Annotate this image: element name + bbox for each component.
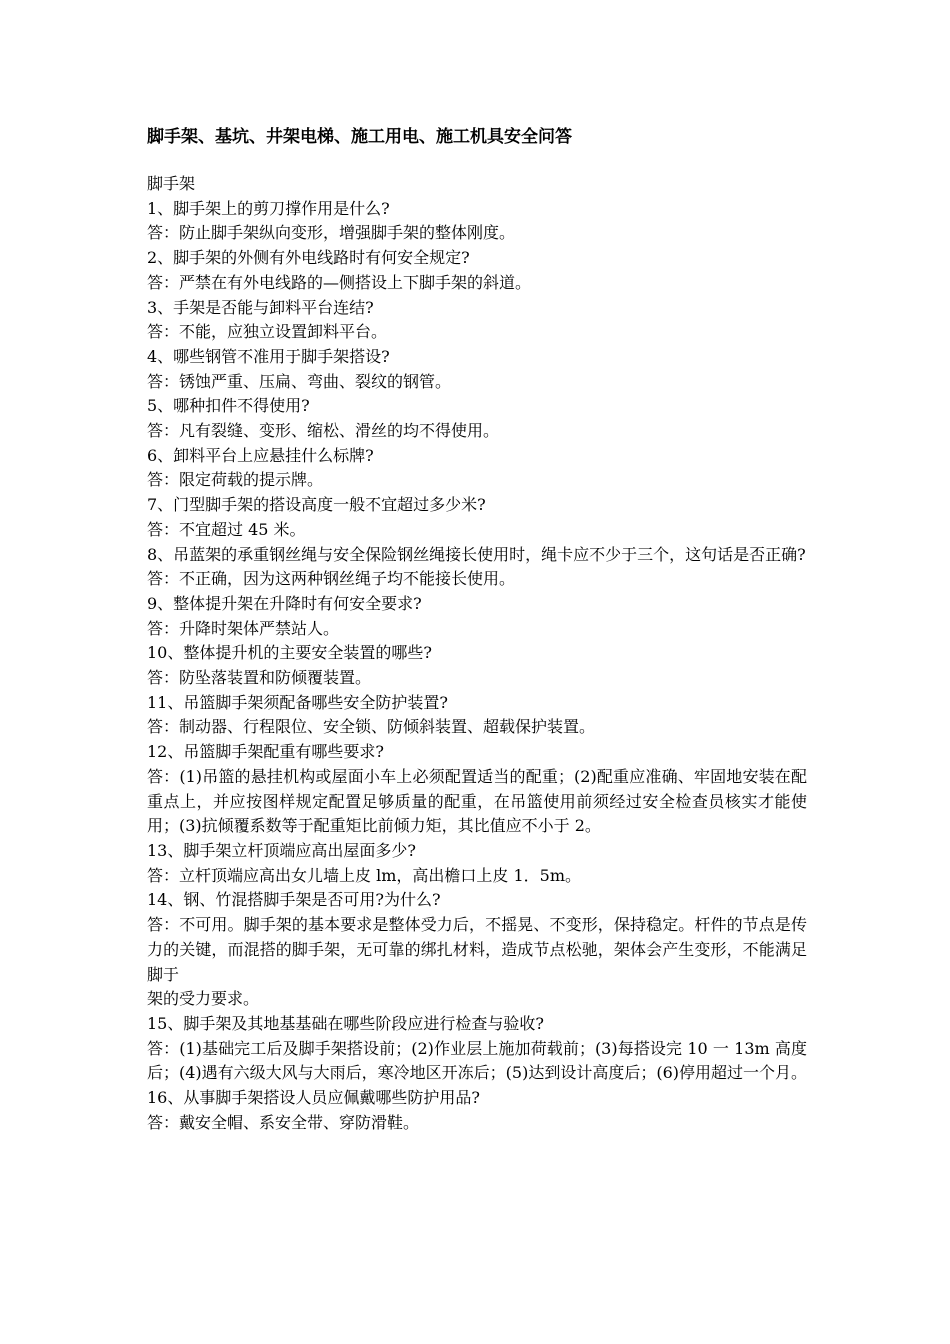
- answer-16: 答：戴安全帽、系安全带、穿防滑鞋。: [147, 1112, 420, 1132]
- question-8: 8、吊蓝架的承重钢丝绳与安全保险钢丝绳接长使用时，绳卡应不少于三个，这句话是否正确?: [147, 544, 806, 564]
- answer-9: 答：升降时架体严禁站人。: [147, 618, 340, 638]
- question-1: 1、脚手架上的剪刀撑作用是什么?: [147, 198, 390, 218]
- answer-4: 答：锈蚀严重、压扁、弯曲、裂纹的钢管。: [147, 371, 452, 391]
- answer-12: 答：(1)吊篮的悬挂机构或屋面小车上必须配置适当的配重；(2)配重应准确、牢固地安装在配重点上，并应按图样规定配置足够质量的配重，在吊篮使用前须经过安全检查员核实才能使用；(3)抗倾覆系数等于配重矩比前倾力矩，其比值应不小于 2。: [147, 766, 807, 836]
- answer-15: 答：(1)基础完工后及脚手架搭设前；(2)作业层上施加荷载前；(3)每搭设完 10 一 13m 高度后；(4)遇有六级大风与大雨后，寒冷地区开冻后；(5)达到设计高度后；(6)停用超过一个月。: [147, 1038, 807, 1083]
- question-15: 15、脚手架及其地基基础在哪些阶段应进行检查与验收?: [147, 1013, 544, 1033]
- answer-10: 答：防坠落装置和防倾覆装置。: [147, 668, 372, 688]
- document-title: 脚手架、基坑、井架电梯、施工用电、施工机具安全问答: [147, 127, 572, 147]
- question-4: 4、哪些钢管不准用于脚手架搭设?: [147, 346, 390, 366]
- question-7: 7、门型脚手架的搭设高度一般不宜超过多少米?: [147, 495, 486, 515]
- question-13: 13、脚手架立杆顶端应高出屋面多少?: [147, 840, 416, 860]
- question-5: 5、哪种扣件不得使用?: [147, 396, 310, 416]
- document-body: [147, 172, 807, 1135]
- question-9: 9、整体提升架在升降时有何安全要求?: [147, 593, 422, 613]
- answer-8: 答：不正确，因为这两种钢丝绳子均不能接长使用。: [147, 569, 516, 589]
- answer-13: 答：立杆顶端应高出女儿墙上皮 lm，高出檐口上皮 1．5m。: [147, 865, 581, 885]
- question-3: 3、手架是否能与卸料平台连结?: [147, 297, 374, 317]
- answer-6: 答：限定荷载的提示牌。: [147, 470, 324, 490]
- answer-1: 答：防止脚手架纵向变形，增强脚手架的整体刚度。: [147, 223, 516, 243]
- question-16: 16、从事脚手架搭设人员应佩戴哪些防护用品?: [147, 1088, 480, 1108]
- question-12: 12、吊篮脚手架配重有哪些要求?: [147, 742, 384, 762]
- answer-2: 答：严禁在有外电线路的—侧搭设上下脚手架的斜道。: [147, 272, 532, 292]
- question-10: 10、整体提升机的主要安全装置的哪些?: [147, 643, 432, 663]
- question-14: 14、钢、竹混搭脚手架是否可用?为什么?: [147, 890, 441, 910]
- question-6: 6、卸料平台上应悬挂什么标牌?: [147, 445, 374, 465]
- question-2: 2、脚手架的外侧有外电线路时有何安全规定?: [147, 248, 470, 268]
- answer-7: 答：不宜超过 45 米。: [147, 519, 306, 539]
- answer-5: 答：凡有裂缝、变形、缩松、滑丝的均不得使用。: [147, 421, 500, 441]
- question-11: 11、吊篮脚手架须配备哪些安全防护装置?: [147, 692, 448, 712]
- answer-3: 答：不能，应独立设置卸料平台。: [147, 322, 388, 342]
- section-heading: 脚手架: [147, 174, 196, 193]
- answer-11: 答：制动器、行程限位、安全锁、防倾斜装置、超载保护装置。: [147, 717, 596, 737]
- answer-14: 答：不可用。脚手架的基本要求是整体受力后，不摇晃、不变形，保持稳定。杆件的节点是传力的关键，而混搭的脚手架，无可靠的绑扎材料，造成节点松驰，架体会产生变形，不能满足脚于: [147, 915, 807, 984]
- answer-14-continuation: 架的受力要求。: [147, 989, 260, 1009]
